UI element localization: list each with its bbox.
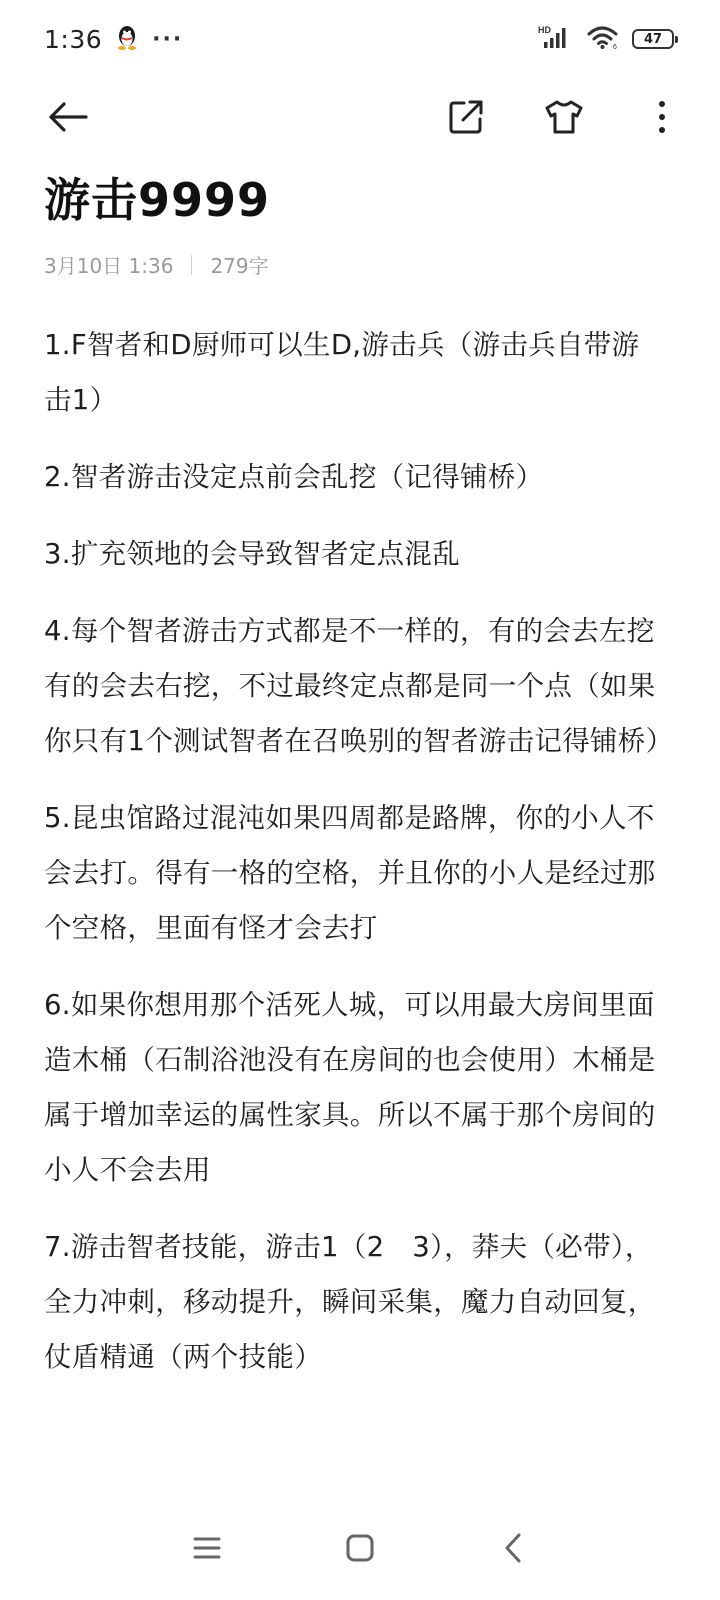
share-button[interactable]: [442, 95, 490, 143]
system-nav-bar: [0, 1514, 720, 1600]
note-paragraph[interactable]: 2.智者游击没定点前会乱挖（记得铺桥）: [44, 461, 544, 493]
note-paragraph[interactable]: 5.昆虫馆路过混沌如果四周都是路牌，你的小人不会去打。得有一格的空格，并且你的小人是经过那个空格，里面有怪才会去打: [44, 802, 656, 944]
system-back-button[interactable]: [488, 1525, 538, 1575]
back-chevron-icon: [502, 1532, 524, 1568]
note-word-count: 279字: [210, 254, 269, 278]
share-icon: [448, 99, 484, 139]
meta-divider: [191, 255, 192, 275]
signal-icon: [538, 24, 574, 54]
menu-icon: [192, 1535, 222, 1565]
note-date: 3月10日 1:36: [44, 254, 174, 278]
theme-shirt-icon: [544, 99, 584, 139]
note-title[interactable]: 游击9999: [44, 173, 271, 227]
home-square-icon: [345, 1533, 375, 1567]
toolbar-actions: [442, 95, 686, 143]
back-arrow-icon: [46, 101, 90, 137]
svg-text:6: 6: [613, 44, 617, 50]
note-toolbar: [0, 88, 720, 150]
note-paragraph[interactable]: 4.每个智者游击方式都是不一样的，有的会去左挖有的会去右挖，不过最终定点都是同一个点（如果你只有1个测试智者在召唤别的智者游击记得铺桥）: [44, 615, 674, 757]
note-body[interactable]: [44, 318, 674, 1407]
note-meta: [44, 250, 269, 279]
back-button[interactable]: [44, 95, 92, 143]
more-vertical-icon: [657, 99, 667, 139]
status-more-dots: ···: [152, 26, 184, 52]
battery-level: 47: [643, 31, 663, 47]
recent-apps-button[interactable]: [182, 1525, 232, 1575]
battery-icon: [632, 29, 674, 49]
wifi-icon: [586, 24, 620, 54]
home-button[interactable]: [335, 1525, 385, 1575]
status-bar: [0, 0, 720, 78]
network-label: HD: [538, 25, 551, 35]
status-left: [44, 24, 183, 54]
status-right: [538, 24, 674, 54]
status-time: 1:36: [44, 24, 103, 54]
note-paragraph[interactable]: 7.游击智者技能，游击1（2 3），莽夫（必带），全力冲刺，移动提升，瞬间采集，魔力自动回复，仗盾精通（两个技能）: [44, 1231, 656, 1373]
note-paragraph[interactable]: 3.扩充领地的会导致智者定点混乱: [44, 538, 461, 570]
note-paragraph[interactable]: 6.如果你想用那个活死人城，可以用最大房间里面造木桶（石制浴池没有在房间的也会使用）木桶是属于增加幸运的属性家具。所以不属于那个房间的小人不会去用: [44, 989, 656, 1186]
more-button[interactable]: [638, 95, 686, 143]
note-paragraph[interactable]: 1.F智者和D厨师可以生D,游击兵（游击兵自带游击1）: [44, 329, 640, 416]
theme-button[interactable]: [540, 95, 588, 143]
qq-penguin-icon: [116, 24, 138, 54]
